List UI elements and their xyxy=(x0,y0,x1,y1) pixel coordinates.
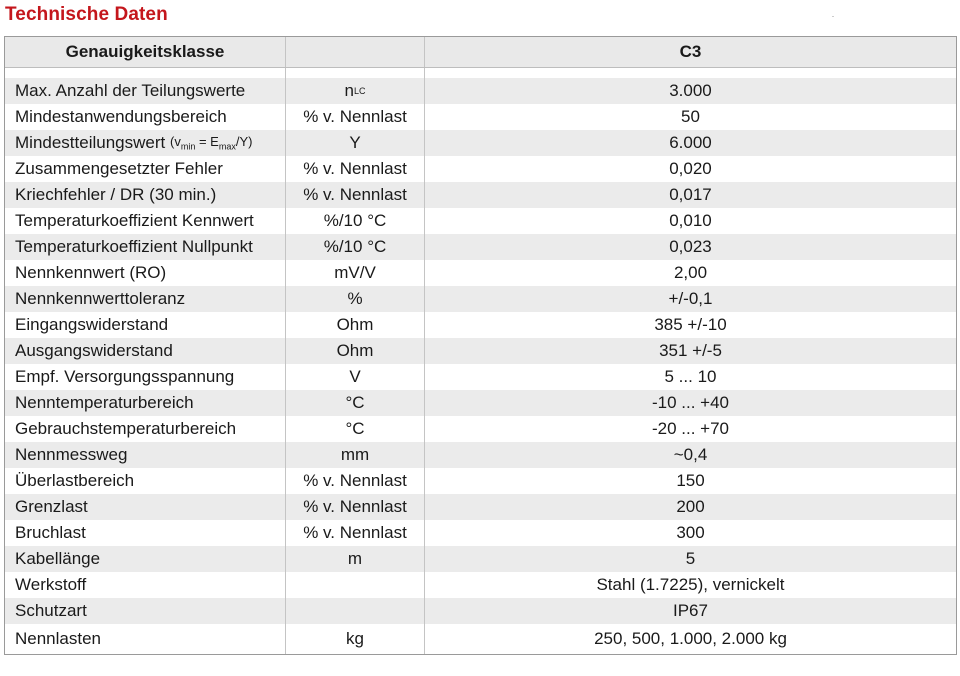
table-row xyxy=(5,312,956,338)
row-label: Überlastbereich xyxy=(15,471,135,490)
spec-table xyxy=(4,36,957,655)
row-label: Werkstoff xyxy=(15,575,87,594)
row-unit: % v. Nennlast xyxy=(285,520,424,546)
row-unit: Y xyxy=(285,130,424,156)
row-label: Ausgangswiderstand xyxy=(15,341,173,360)
table-header xyxy=(5,37,956,68)
row-unit: % xyxy=(285,286,424,312)
table-row xyxy=(5,364,956,390)
table-row xyxy=(5,182,956,208)
table-spacer xyxy=(5,68,956,78)
row-unit: %/10 °C xyxy=(285,234,424,260)
row-value: 385 +/-10 xyxy=(424,312,956,338)
row-label: Nenntemperaturbereich xyxy=(15,393,194,412)
table-row xyxy=(5,494,956,520)
decorative-dot xyxy=(832,16,834,17)
row-label: Mindestteilungswert $(v_{min} = E_{max}/Y)$ xyxy=(15,133,253,152)
table-row xyxy=(5,520,956,546)
row-value: 300 xyxy=(424,520,956,546)
row-value: 3.000 xyxy=(424,78,956,104)
row-unit: % v. Nennlast xyxy=(285,156,424,182)
row-label: Kriechfehler / DR (30 min.) xyxy=(15,185,217,204)
table-row xyxy=(5,546,956,572)
table-row xyxy=(5,156,956,182)
table-row xyxy=(5,416,956,442)
table-row xyxy=(5,598,956,624)
row-unit: kg xyxy=(285,624,424,654)
row-unit: % v. Nennlast xyxy=(285,104,424,130)
row-label: Temperaturkoeffizient Kennwert xyxy=(15,211,254,230)
row-value: 0,023 xyxy=(424,234,956,260)
row-label: Gebrauchstemperaturbereich xyxy=(15,419,237,438)
row-unit: °C xyxy=(285,416,424,442)
row-value: 250, 500, 1.000, 2.000 kg xyxy=(424,624,956,654)
table-row xyxy=(5,468,956,494)
row-unit: % v. Nennlast xyxy=(285,494,424,520)
row-label: Nennkennwert (RO) xyxy=(15,263,167,282)
row-value: 50 xyxy=(424,104,956,130)
row-unit: % v. Nennlast xyxy=(285,182,424,208)
row-value: 0,017 xyxy=(424,182,956,208)
row-value: +/-0,1 xyxy=(424,286,956,312)
row-label: Nennlasten xyxy=(15,629,102,648)
row-value: 6.000 xyxy=(424,130,956,156)
row-value: 150 xyxy=(424,468,956,494)
row-value: 0,010 xyxy=(424,208,956,234)
row-unit xyxy=(285,598,424,624)
row-unit: °C xyxy=(285,390,424,416)
row-label: Bruchlast xyxy=(15,523,86,542)
row-label: Nennkennwerttoleranz xyxy=(15,289,186,308)
row-unit: V xyxy=(285,364,424,390)
row-value: 200 xyxy=(424,494,956,520)
table-row xyxy=(5,104,956,130)
section-title: Technische Daten xyxy=(5,4,168,25)
header-unit xyxy=(285,37,424,67)
row-unit: Ohm xyxy=(285,338,424,364)
table-row xyxy=(5,572,956,598)
table-row xyxy=(5,338,956,364)
table-row xyxy=(5,286,956,312)
row-unit: n LC xyxy=(285,78,424,104)
table-row xyxy=(5,130,956,156)
header-class-value: C3 xyxy=(424,37,956,67)
row-value: Stahl (1.7225), vernickelt xyxy=(424,572,956,598)
table-row xyxy=(5,78,956,104)
table-row xyxy=(5,624,956,654)
row-label: Kabellänge xyxy=(15,549,101,568)
table-row xyxy=(5,234,956,260)
row-unit: m xyxy=(285,546,424,572)
row-label: Nennmessweg xyxy=(15,445,128,464)
row-unit: %/10 °C xyxy=(285,208,424,234)
row-label: Mindestanwendungsbereich xyxy=(15,107,227,126)
row-value: 0,020 xyxy=(424,156,956,182)
row-unit: mV/V xyxy=(285,260,424,286)
row-value: 5 ... 10 xyxy=(424,364,956,390)
row-unit xyxy=(285,572,424,598)
row-value: -10 ... +40 xyxy=(424,390,956,416)
table-row xyxy=(5,442,956,468)
table-row xyxy=(5,390,956,416)
row-value: ~0,4 xyxy=(424,442,956,468)
table-row xyxy=(5,208,956,234)
row-unit: mm xyxy=(285,442,424,468)
row-value: -20 ... +70 xyxy=(424,416,956,442)
row-label: Schutzart xyxy=(15,601,87,620)
row-label: Zusammengesetzter Fehler xyxy=(15,159,223,178)
row-value: 5 xyxy=(424,546,956,572)
row-value: 351 +/-5 xyxy=(424,338,956,364)
row-label: Eingangswiderstand xyxy=(15,315,169,334)
row-unit: Ohm xyxy=(285,312,424,338)
table-row xyxy=(5,260,956,286)
row-label: Temperaturkoeffizient Nullpunkt xyxy=(15,237,253,256)
header-accuracy-class: Genauigkeitsklasse xyxy=(65,42,225,61)
row-label: Max. Anzahl der Teilungswerte xyxy=(15,81,246,100)
row-value: IP67 xyxy=(424,598,956,624)
row-label: Empf. Versorgungsspannung xyxy=(15,367,235,386)
row-unit: % v. Nennlast xyxy=(285,468,424,494)
row-label: Grenzlast xyxy=(15,497,88,516)
row-value: 2,00 xyxy=(424,260,956,286)
